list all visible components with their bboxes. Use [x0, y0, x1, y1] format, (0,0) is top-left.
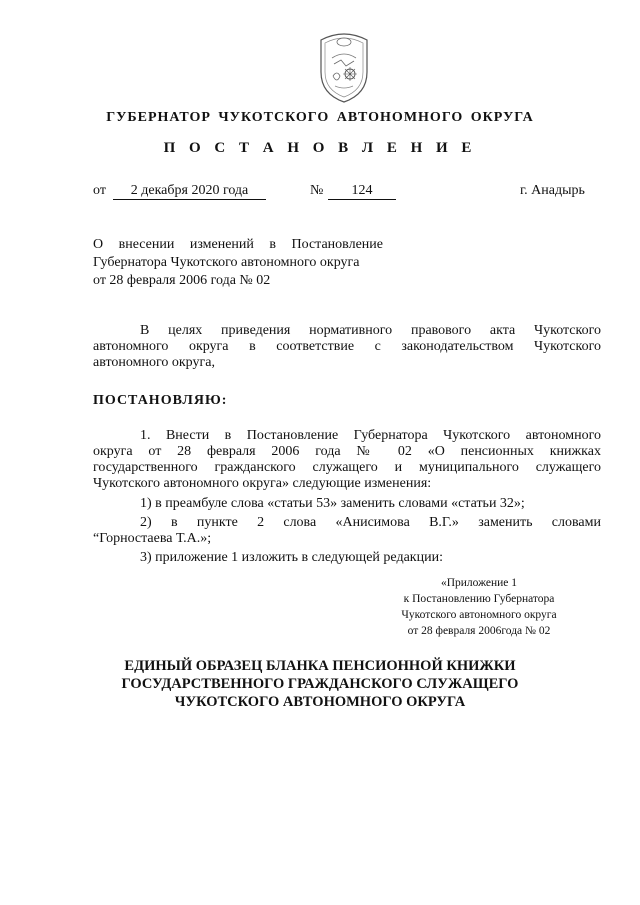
preamble-line: В целях приведения нормативного правового акта Чукотского: [140, 323, 601, 338]
subitem-2-line: 2) в пункте 2 слова «Анисимова В.Г.» заменить словами: [140, 515, 601, 530]
issuing-authority: ГУБЕРНАТОР ЧУКОТСКОГО АВТОНОМНОГО ОКРУГА: [106, 110, 534, 125]
coat-of-arms-icon: [313, 26, 375, 104]
document-type: П О С Т А Н О В Л Е Н И Е: [163, 140, 477, 156]
appendix-line: «Приложение 1: [440, 577, 518, 589]
item-1-line: 1. Внести в Постановление Губернатора Чукотского автономного: [140, 428, 601, 443]
date-prefix: от: [93, 183, 106, 198]
item-1-line: округа от 28 февраля 2006 года № 02 «О пенсионных книжках: [93, 444, 601, 459]
resolve-heading: ПОСТАНОВЛЯЮ:: [93, 393, 228, 408]
document-number: 124: [328, 183, 396, 200]
preamble-paragraph: [93, 323, 601, 371]
appendix-reference: [380, 575, 578, 639]
item-1-line: государственного гражданского служащего и муниципального служащего: [93, 460, 601, 475]
subitem-1: [93, 496, 601, 512]
appendix-line: к Постановлению Губернатора: [403, 593, 555, 605]
appendix-title-line: ГОСУДАРСТВЕННОГО ГРАЖДАНСКОГО СЛУЖАЩЕГО: [121, 676, 519, 692]
appendix-title: [0, 657, 640, 711]
subitem-3: [93, 550, 601, 566]
number-prefix: №: [310, 183, 324, 198]
item-1-line: Чукотского автономного округа» следующие изменения:: [93, 476, 432, 491]
subitem-3-text: 3) приложение 1 изложить в следующей редакции:: [140, 550, 443, 565]
appendix-line: Чукотского автономного округа: [401, 609, 557, 621]
item-1-paragraph: [93, 428, 601, 492]
appendix-title-line: ЧУКОТСКОГО АВТОНОМНОГО ОКРУГА: [174, 694, 466, 710]
subitem-1-text: 1) в преамбуле слова «статьи 53» заменить словами «статьи 32»;: [140, 496, 525, 511]
appendix-line: от 28 февраля 2006года № 02: [407, 625, 551, 637]
subject-line: О внесении изменений в Постановление: [93, 237, 383, 252]
appendix-title-line: ЕДИНЫЙ ОБРАЗЕЦ БЛАНКА ПЕНСИОННОЙ КНИЖКИ: [124, 658, 516, 674]
document-city: г. Анадырь: [520, 183, 585, 198]
preamble-line: автономного округа в соответствие с законодательством Чукотского: [93, 339, 601, 354]
subject-line: от 28 февраля 2006 года № 02: [93, 273, 271, 288]
preamble-line: автономного округа,: [93, 355, 215, 370]
subitem-2-line: “Горностаева Т.А.»;: [93, 531, 212, 546]
document-date: 2 декабря 2020 года: [113, 183, 266, 200]
subject-line: Губернатора Чукотского автономного округа: [93, 255, 360, 270]
document-subject: [93, 236, 383, 290]
subitem-2: [93, 515, 601, 547]
